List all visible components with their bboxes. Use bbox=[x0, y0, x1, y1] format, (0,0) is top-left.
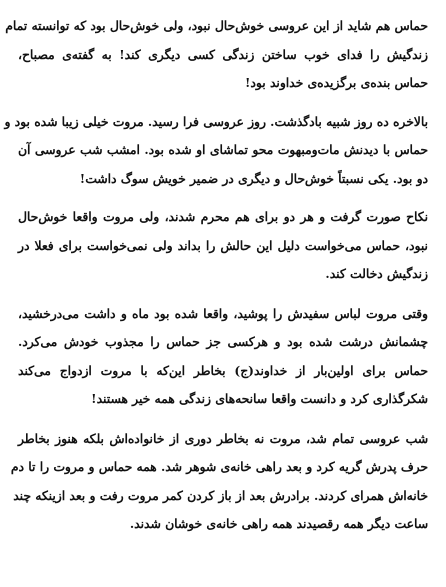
paragraph-2 bbox=[4, 108, 428, 194]
text-line: شب عروسی تمام شد، مروت نه بخاطر دوری از خانواده‌اش بلکه هنوز بخاطر bbox=[18, 430, 428, 446]
text-line: نبود، حماس می‌خواست دلیل این حالش را بداند ولی نمی‌خواست برای فعلا در bbox=[18, 237, 428, 253]
text-line: زندگیش دخالت کند. bbox=[325, 266, 428, 281]
paragraph-5 bbox=[10, 425, 428, 539]
text-line: حماس برای اولین‌بار از خداوند(ج) بخاطر این‌که با مروت ازدواج می‌کند bbox=[18, 362, 428, 378]
text-line: زندگیش را فدای خوب ساختن زندگی کسی دیگری کند! به گفته‌ی مصباح، bbox=[18, 46, 428, 62]
text-line: دو بود. یکی نسبتاً خوش‌حال و دیگری در ضمیر خویش سوگ داشت! bbox=[79, 170, 428, 186]
text-line: حماس بنده‌ی برگزیده‌ی خداوند بود! bbox=[245, 75, 428, 90]
text-line: بالاخره ده روز شبیه بادگذشت. روز عروسی فرا رسید. مروت خیلی زیبا شده بود و bbox=[4, 113, 428, 129]
paragraph-4 bbox=[18, 300, 428, 414]
paragraph-1 bbox=[5, 12, 428, 98]
text-line: خانه‌اش همرای کردند. برادرش بعد از باز کردن کمر مروت رفت و بعد ازینکه چند bbox=[13, 487, 428, 503]
text-line: حرف پدرش گریه کرد و بعد راهی خانه‌ی شوهر شد. همه حماس و مروت را تا دم bbox=[10, 459, 428, 474]
text-line: ساعت دیگر همه رقصیدند همه راهی خانه‌ی خوشان شدند. bbox=[129, 516, 428, 531]
text-line: حماس هم شاید از این عروسی خوش‌حال نبود، ولی خوش‌حال بود که توانسته تمام bbox=[5, 18, 428, 33]
text-line: وقتی مروت لباس سفیدش را پوشید، واقعا شده بود ماه و داشت می‌درخشید، bbox=[18, 305, 428, 321]
text-line: حماس با دیدنش مات‌ومبهوت محو تماشای او شده بود. امشب شب عروسی آن bbox=[18, 142, 428, 157]
text-line: شکرگذاری کرد و دانست واقعا سانحه‌های زندگی همه خیر هستند! bbox=[91, 391, 428, 406]
text-line: نکاح صورت گرفت و هر دو برای هم محرم شدند، ولی مروت واقعا خوش‌حال bbox=[18, 209, 428, 224]
paragraph-3 bbox=[18, 203, 428, 289]
text-line: چشمانش درشت شده بود و هرکسی جز حماس را مجذوب خودش می‌کرد. bbox=[18, 334, 428, 349]
